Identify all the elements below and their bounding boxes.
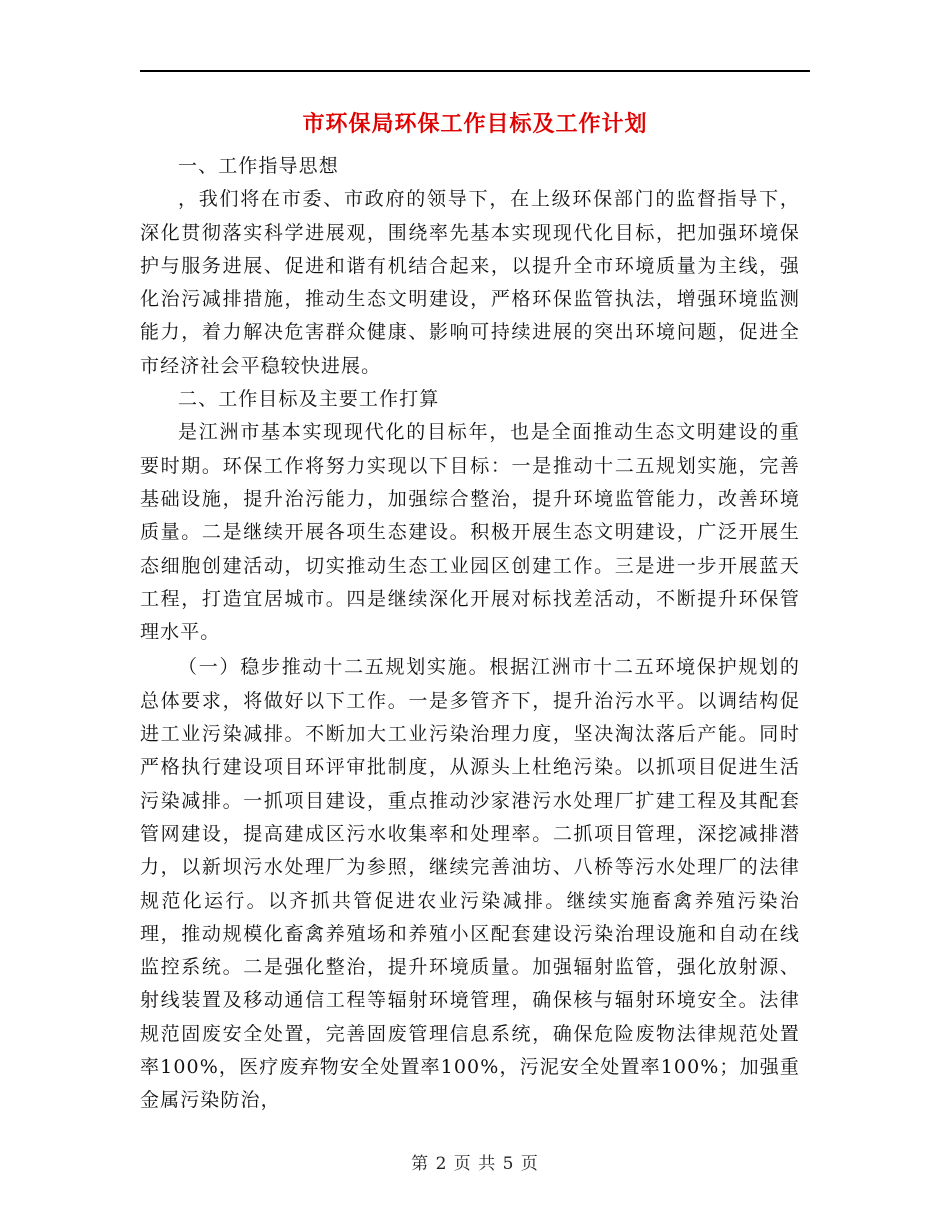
paragraph-3: （一）稳步推动十二五规划实施。根据江洲市十二五环境保护规划的总体要求，将做好以下工作。一是多管齐下，提升治污水平。以调结构促进工业污染减排。不断加大工业污染治理力度，坚决淘汰落后产能。同时严格执行建设项目环评审批制度，从源头上杜绝污染。以抓项目促进生活污染减排。一抓项目建设，重点推动沙家港污水处理厂扩建工程及其配套管网建设，提高建成区污水收集率和处理率。二抓项目管理，深挖减排潜力，以新坝污水处理厂为参照，继续完善油坊、八桥等污水处理厂的法律规范化运行。以齐抓共管促进农业污染减排。继续实施畜禽养殖污染治理，推动规模化畜禽养殖场和养殖小区配套建设污染治理设施和自动在线监控系统。二是强化整治，提升环境质量。加强辐射监管，强化放射源、射线装置及移动通信工程等辐射环境管理，确保核与辐射环境安全。法律规范固废安全处置，完善固废管理信息系统，确保危险废物法律规范处置率100%，医疗废弃物安全处置率100%，污泥安全处置率100%；加强重金属污染防治， xyxy=(140,656,800,1112)
section-heading-2: 二、工作目标及主要工作打算 xyxy=(178,388,440,411)
paragraph-2: 是江洲市基本实现现代化的目标年，也是全面推动生态文明建设的重要时期。环保工作将努力实现以下目标：一是推动十二五规划实施，完善基础设施，提升治污能力，加强综合整治，提升环境监管能力，改善环境质量。二是继续开展各项生态建设。积极开展生态文明建设，广泛开展生态细胞创建活动，切实推动生态工业园区创建工作。三是进一步开展蓝天工程，打造宜居城市。四是继续深化开展对标找差活动，不断提升环保管理水平。 xyxy=(140,421,800,644)
document-body xyxy=(140,150,800,1118)
paragraph-1: ，我们将在市委、市政府的领导下，在上级环保部门的监督指导下，深化贯彻落实科学进展观，围绕率先基本实现现代化目标，把加强环境保护与服务进展、促进和谐有机结合起来，以提升全市环境质量为主线，强化治污减排措施，推动生态文明建设，严格环保监管执法，增强环境监测能力，着力解决危害群众健康、影响可持续进展的突出环境问题，促进全市经济社会平稳较快进展。 xyxy=(140,188,800,377)
section-heading-1: 一、工作指导思想 xyxy=(178,155,339,177)
header-rule xyxy=(140,70,810,72)
page-number: 第 2 页 共 5 页 xyxy=(411,1154,539,1174)
document-title: 市环保局环保工作目标及工作计划 xyxy=(302,112,648,137)
